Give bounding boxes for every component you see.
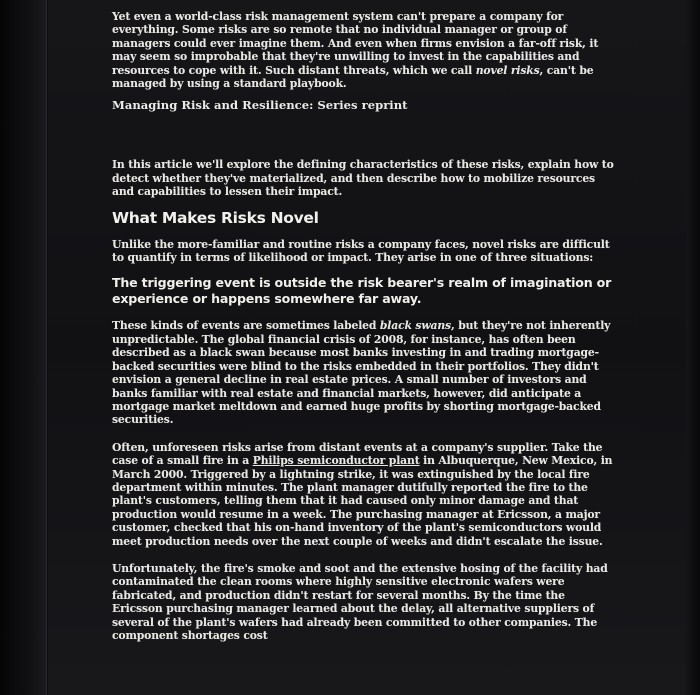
unlike-paragraph: Unlike the more-familiar and routine risks a company faces, novel risks are difficult to quantify in terms of likelihood or impact. They arise in one of three situations: (112, 237, 610, 265)
often-text-a: Often, unforeseen risks arise from distant events at a company's supplier. Take the case of a small fire in a (112, 440, 603, 468)
intro-paragraph (112, 10, 617, 90)
black-swan-paragraph (112, 319, 617, 426)
kinds-text-a: These kinds of events are sometimes labeled (112, 319, 380, 333)
often-text-b: in Albuquerque, New Mexico, in March 2000. Triggered by a lightning strike, it was extinguished by the local fire department within minutes. The plant manager dutifully reported the fire to the plant's customers, telling them that it had caused only minor damage and that production would resume in a week. The purchasing manager at Ericsson, a major customer, checked that his on-hand inventory of the plant's semiconductors would meet production needs over the next couple of weeks and didn't escalate the issue. (112, 454, 613, 548)
subheading: The triggering event is outside the risk bearer's realm of imagination or experience or happens somewhere far away. (112, 275, 612, 307)
kinds-italic-term: black swans (379, 319, 451, 333)
unfortunately-paragraph: Unfortunately, the fire's smoke and soot and the extensive hosing of the facility had contaminated the clean rooms where highly sensitive electronic wafers were fabricated, and production didn't restart for several months. By the time the Ericsson purchasing manager learned about the delay, all alternative suppliers of several of the plant's wafers had already been committed to other companies. The component shortages cost (112, 561, 608, 642)
intro-tail: , can't be managed by using a standard playbook. (112, 63, 594, 91)
photo-right-edge (686, 0, 700, 695)
blank-spacer (112, 112, 617, 158)
article-intro: In this article we'll explore the defining characteristics of these risks, explain how to detect whether they've materialized, and then describe how to mobilize resources and capabilities to lessen their impact. (112, 158, 614, 199)
photo-left-edge (0, 0, 46, 695)
section-heading: What Makes Risks Novel (112, 208, 319, 227)
page-border (46, 0, 47, 695)
philips-plant-link[interactable]: Philips semiconductor plant (252, 454, 420, 468)
philips-fire-paragraph (112, 441, 617, 548)
intro-text: Yet even a world-class risk management system can't prepare a company for everything. Some risks are so remote that no individual manager or group of managers could ever imagine them. And even when firms envision a far-off risk, it may seem so improbable that they're unwilling to invest in the capabilities and resources to cope with it. Such distant threats, which we call (112, 10, 599, 77)
intro-italic-term: novel risks (475, 63, 540, 77)
series-label: Managing Risk and Resilience: Series reprint (112, 98, 408, 113)
kinds-text-b: , but they're not inherently unpredictable. The global financial crisis of 2008, for instance, has often been described as a black swan because most banks investing in and trading mortgage-backed securities were blind to the risks embedded in their portfolios. They didn't envision a general decline in real estate prices. A small number of investors and banks familiar with real estate and financial markets, however, did anticipate a mortgage market meltdown and earned huge profits by shorting mortgage-backed securities. (112, 319, 611, 427)
article-content (112, 10, 617, 642)
